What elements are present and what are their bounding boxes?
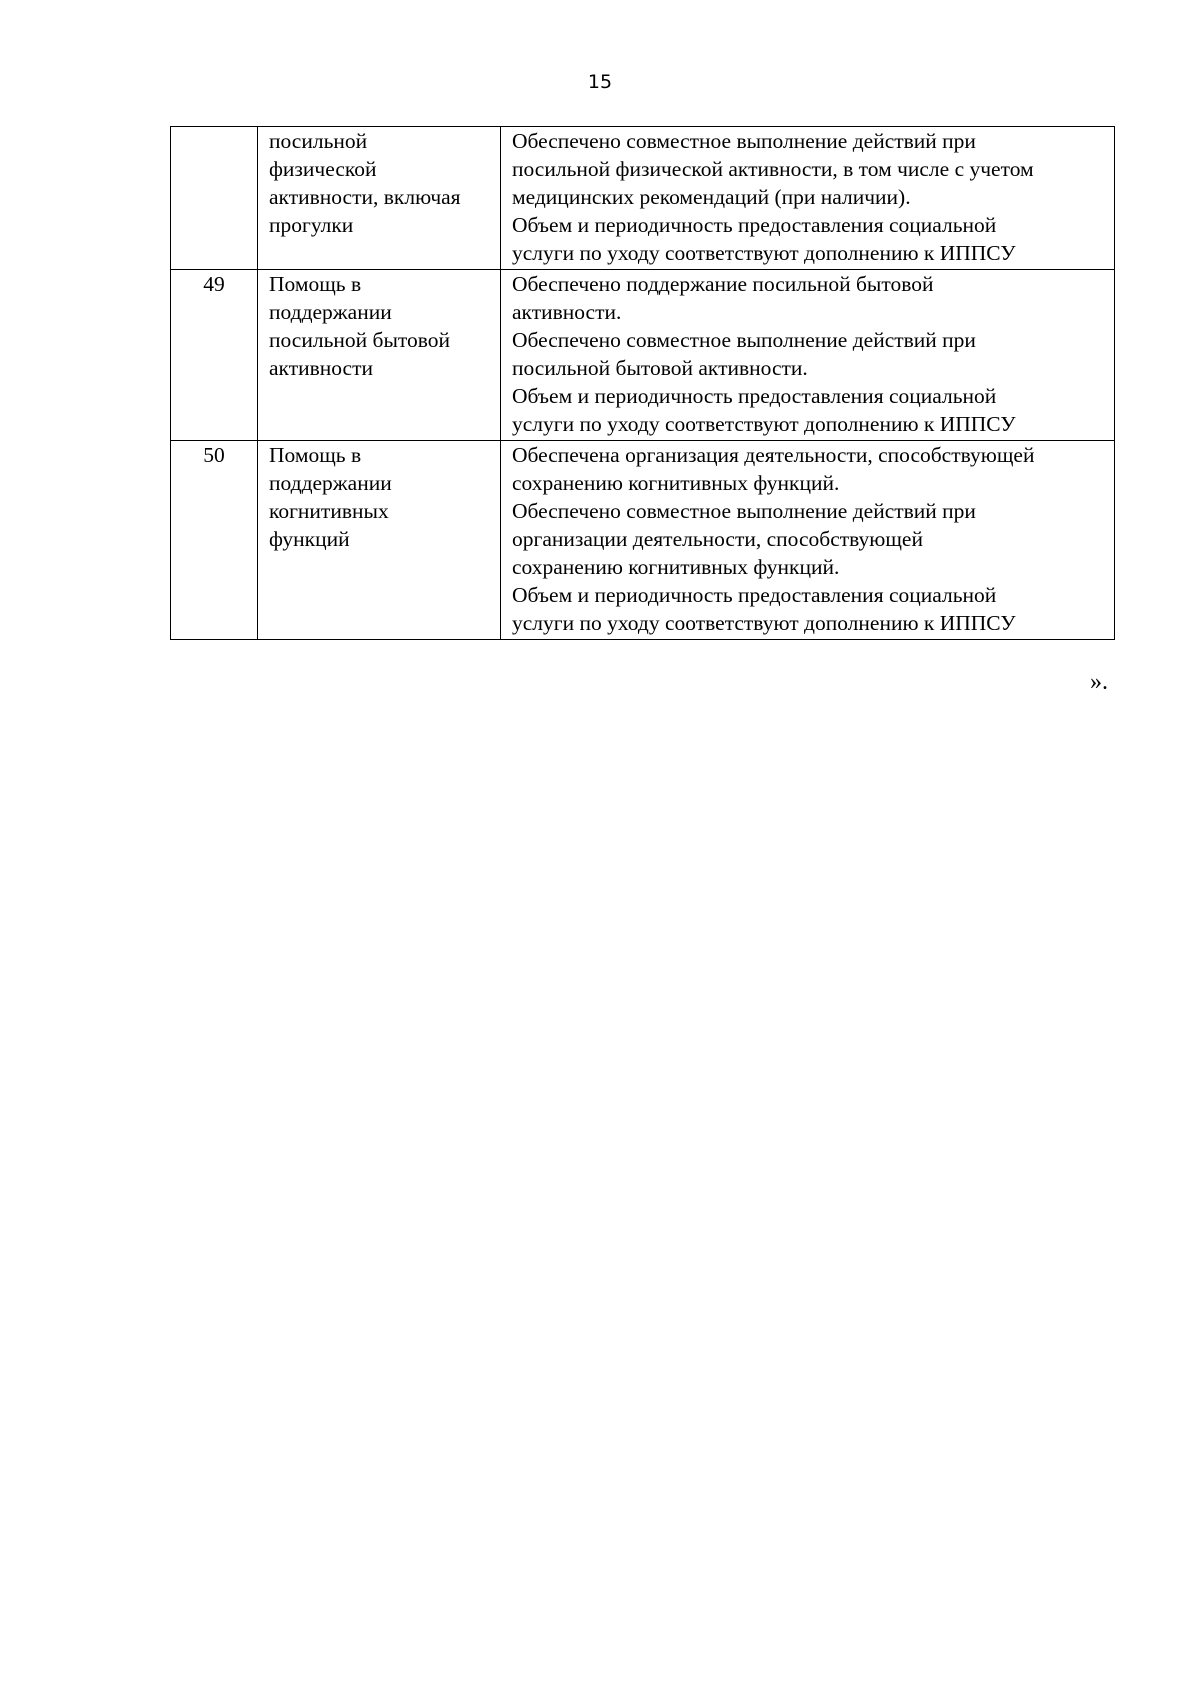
service-description-line: услуги по уходу соответствуют дополнению к ИППСУ (512, 412, 1016, 436)
service-name-line: активности (269, 356, 373, 380)
service-description-line: Объем и периодичность предоставления социальной (512, 583, 997, 607)
row-number-cell: 49 (171, 270, 258, 441)
row-number-cell (171, 127, 258, 270)
service-name-line: активности, включая (269, 185, 461, 209)
service-name-line: поддержании (269, 471, 392, 495)
service-name-line: Помощь в (269, 443, 362, 467)
service-name-line: физической (269, 157, 377, 181)
service-description-line: услуги по уходу соответствуют дополнению к ИППСУ (512, 241, 1016, 265)
service-name-line: когнитивных (269, 499, 389, 523)
service-description-line: посильной физической активности, в том числе с учетом (512, 157, 1034, 181)
service-description-line: посильной бытовой активности. (512, 356, 808, 380)
page-number: 15 (587, 71, 613, 93)
service-description-line: Объем и периодичность предоставления социальной (512, 384, 997, 408)
service-description-line: Обеспечено совместное выполнение действий при (512, 328, 976, 352)
service-name-line: посильной (269, 129, 368, 153)
service-name-cell (258, 127, 501, 270)
service-name-line: функций (269, 527, 350, 551)
service-name-cell (258, 270, 501, 441)
service-name-line: посильной бытовой (269, 328, 451, 352)
closing-quote: ». (1090, 669, 1108, 695)
service-description-line: сохранению когнитивных функций. (512, 471, 840, 495)
services-table (170, 126, 1115, 640)
service-description-line: медицинских рекомендаций (при наличии). (512, 185, 911, 209)
service-name-line: поддержании (269, 300, 392, 324)
service-description-line: Объем и периодичность предоставления социальной (512, 213, 997, 237)
service-name-line: Помощь в (269, 272, 362, 296)
service-description-line: Обеспечено поддержание посильной бытовой (512, 272, 934, 296)
table-row (171, 127, 1115, 270)
row-number-cell: 50 (171, 441, 258, 640)
service-description-line: сохранению когнитивных функций. (512, 555, 840, 579)
service-description-line: Обеспечено совместное выполнение действий при (512, 499, 976, 523)
service-description-cell (501, 270, 1115, 441)
service-description-cell (501, 127, 1115, 270)
service-description-line: Обеспечена организация деятельности, способствующей (512, 443, 1035, 467)
service-description-line: организации деятельности, способствующей (512, 527, 923, 551)
service-description-line: Обеспечено совместное выполнение действий при (512, 129, 976, 153)
service-description-line: услуги по уходу соответствуют дополнению к ИППСУ (512, 611, 1016, 635)
service-description-line: активности. (512, 300, 622, 324)
service-description-cell (501, 441, 1115, 640)
service-name-cell (258, 441, 501, 640)
table-row (171, 270, 1115, 441)
table-row (171, 441, 1115, 640)
service-name-line: прогулки (269, 213, 354, 237)
